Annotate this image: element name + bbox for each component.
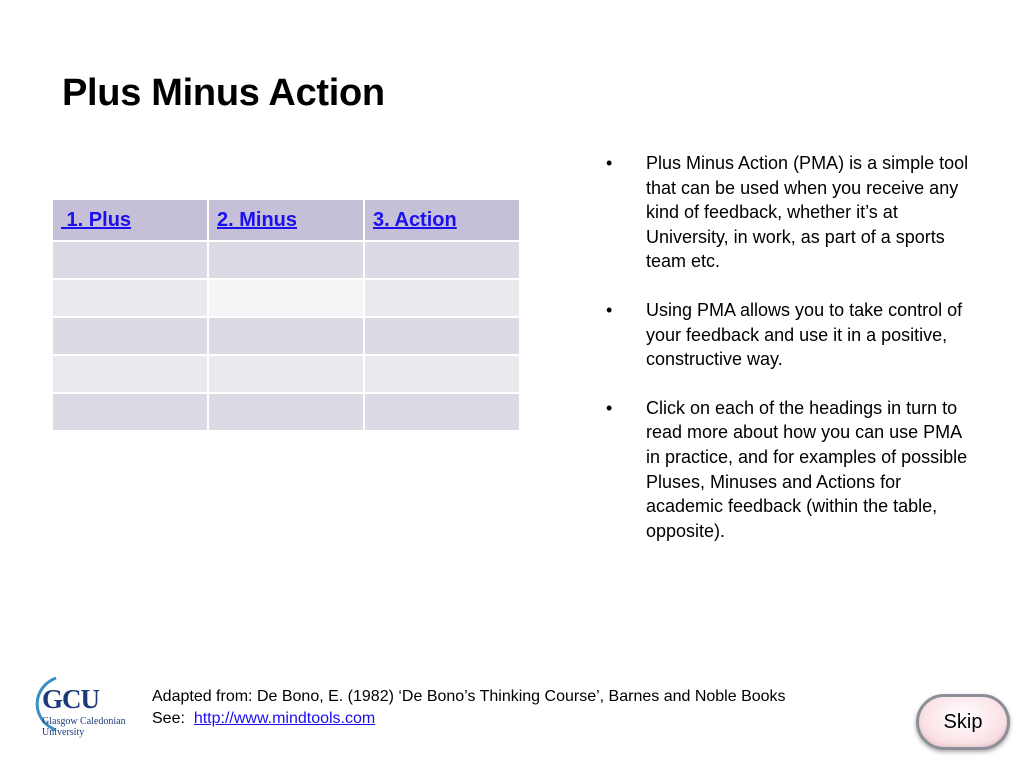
table-cell [52,355,208,393]
table-row [52,355,520,393]
table-cell [52,279,208,317]
table-row [52,317,520,355]
bullet-text: Click on each of the headings in turn to read more about how you can use PMA in practice, and for examples of possible Pluses, Minuses and Actions for academic feedback (within the table, opposite). [646,397,968,541]
gcu-logo [22,668,142,738]
table-cell [52,241,208,279]
table-cell [364,279,520,317]
table-header-cell [364,199,520,241]
table-row [52,241,520,279]
table-row [52,279,520,317]
bullet-icon: • [606,299,613,320]
minus-heading-link[interactable]: 2. Minus [217,208,298,231]
list-item [606,396,978,544]
bullet-text: Using PMA allows you to take control of your feedback and use it in a positive, constructive way. [646,299,963,370]
list-item [606,298,978,372]
table-cell [364,393,520,431]
action-heading-link[interactable]: 3. Action [373,208,457,231]
logo-subtitle-line: Glasgow Caledonian [42,716,126,727]
table-cell [364,241,520,279]
citation-line: Adapted from: De Bono, E. (1982) ‘De Bono’s Thinking Course’, Barnes and Noble Books [152,688,786,705]
table-cell [364,355,520,393]
table-header-cell [52,199,208,241]
table-cell [52,393,208,431]
table-cell [208,393,364,431]
logo-text: GCU [42,684,99,714]
see-line [152,708,786,730]
mindtools-link[interactable]: http://www.mindtools.com [193,710,376,727]
table-cell [364,317,520,355]
table-header-row [52,199,520,241]
reference-text [152,686,786,730]
table-header-cell [208,199,364,241]
bullet-icon: • [606,153,613,173]
table-cell [208,241,364,279]
logo-subtitle-line: University [42,727,85,738]
plus-heading-link[interactable]: 1. Plus [61,208,132,231]
table-cell [208,355,364,393]
page-title: Plus Minus Action [62,72,385,114]
bullet-text: Plus Minus Action (PMA) is a simple tool that can be used when you receive any kind of feedback, whether it’s at University, in work, as part of a sports team etc. [646,153,969,272]
logo-subtitle [42,716,126,738]
table-cell [52,317,208,355]
bullet-icon: • [606,397,613,418]
see-label: See: [152,710,185,727]
table-row [52,393,520,431]
skip-button[interactable]: Skip [916,694,1010,750]
table-cell [208,279,364,317]
table-cell [208,317,364,355]
pma-table [51,198,521,432]
info-bullet-list [606,151,978,567]
list-item [606,151,978,274]
